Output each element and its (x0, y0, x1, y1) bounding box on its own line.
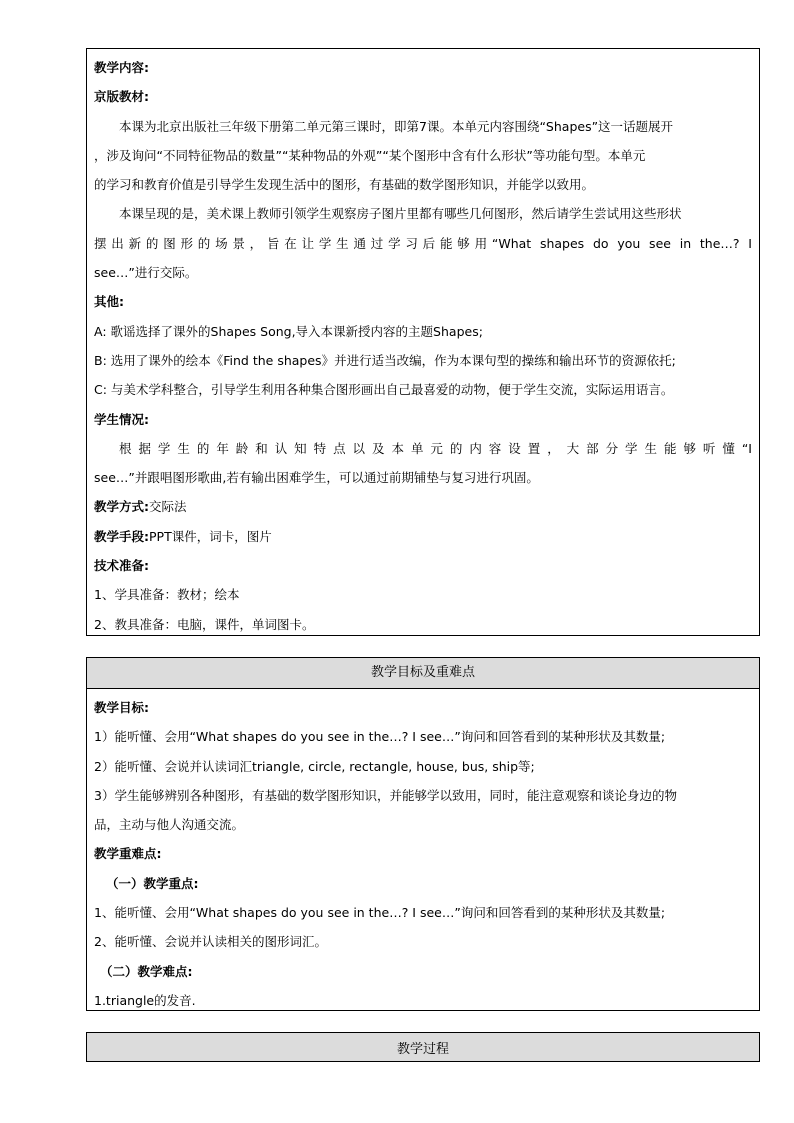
students-line-1: 根据学生的年龄和认知特点以及本单元的内容设置，大部分学生能够听懂“I (119, 440, 752, 456)
heading-teaching-goals: 教学目标: (94, 700, 149, 715)
goal-3-line-1: 3）学生能够辨别各种图形，有基础的数学图形知识，并能够学以致用，同时，能注意观察和谈论身边的物 (94, 787, 677, 803)
paragraph-1-line-3: 的学习和教育价值是引导学生发现生活中的图形，有基础的数学图形知识，并能学以致用。 (94, 177, 595, 193)
goal-3-line-2: 品，主动与他人沟通交流。 (94, 817, 245, 833)
paragraph-2-line-1: 本课呈现的是，美术课上教师引领学生观察房子图片里都有哪些几何图形，然后请学生尝试用这些形状 (119, 206, 682, 222)
teaching-goals-section (86, 657, 760, 1011)
paragraph-1-line-1: 本课为北京出版社三年级下册第二单元第三课时，即第7课。本单元内容围绕“Shapes”这一话题展开 (119, 118, 674, 134)
heading-other: 其他: (94, 294, 124, 310)
teaching-means-value: PPT课件，词卡，图片 (149, 528, 272, 544)
tech-prep-2: 2、教具准备：电脑，课件，单词图卡。 (94, 616, 315, 632)
key-point-1: 1、能听懂、会用“What shapes do you see in the…? I see…”询问和回答看到的某种形状及其数量; (94, 905, 666, 921)
heading-textbook: 京版教材: (94, 89, 149, 105)
goal-2: 2）能听懂、会说并认读词汇triangle, circle, rectangle, house, bus, ship等; (94, 758, 535, 774)
teaching-means-label: 教学手段: (94, 528, 149, 544)
key-points-label: （一）教学重点: (106, 875, 199, 891)
teaching-method-value: 交际法 (149, 499, 187, 515)
difficult-point-1: 1.triangle的发音. (94, 992, 196, 1008)
key-point-2: 2、能听懂、会说并认读相关的图形词汇。 (94, 934, 327, 950)
teaching-means-row (94, 522, 752, 551)
paragraph-1-line-2: ，涉及询问“不同特征物品的数量”“某种物品的外观”“某个图形中含有什么形状”等功能句型。本单元 (94, 147, 646, 163)
paragraph-2-line-2: 摆出新的图形的场景，旨在让学生通过学习后能够用“What shapes do you see in the…? I (94, 235, 752, 251)
difficult-points-label: （二）教学难点: (100, 963, 193, 979)
teaching-process-section (86, 1032, 760, 1062)
other-item-a: A: 歌谣选择了课外的Shapes Song,导入本课新授内容的主题Shapes; (94, 323, 483, 339)
goal-1: 1）能听懂、会用“What shapes do you see in the…? I see…”询问和回答看到的某种形状及其数量; (94, 729, 666, 745)
goals-section-title: 教学目标及重难点 (87, 658, 759, 689)
heading-tech-prep: 技术准备: (94, 558, 149, 574)
heading-students: 学生情况: (94, 411, 149, 427)
teaching-method-row (94, 492, 752, 521)
process-section-title: 教学过程 (87, 1033, 759, 1061)
heading-teaching-content: 教学内容: (94, 60, 149, 75)
other-item-b: B: 选用了课外的绘本《Find the shapes》并进行适当改编，作为本课句型的操练和输出环节的资源依托; (94, 352, 676, 368)
other-item-c: C: 与美术学科整合，引导学生利用各种集合图形画出自己最喜爱的动物，便于学生交流，实际运用语言。 (94, 382, 674, 398)
teaching-method-label: 教学方式: (94, 499, 149, 515)
students-line-2: see…”并跟唱图形歌曲,若有输出困难学生，可以通过前期铺垫与复习进行巩固。 (94, 470, 539, 486)
paragraph-2-line-3: see…”进行交际。 (94, 265, 198, 281)
tech-prep-1: 1、学具准备：教材；绘本 (94, 587, 240, 603)
heading-key-difficult: 教学重难点: (94, 846, 162, 862)
teaching-content-section (86, 48, 760, 636)
